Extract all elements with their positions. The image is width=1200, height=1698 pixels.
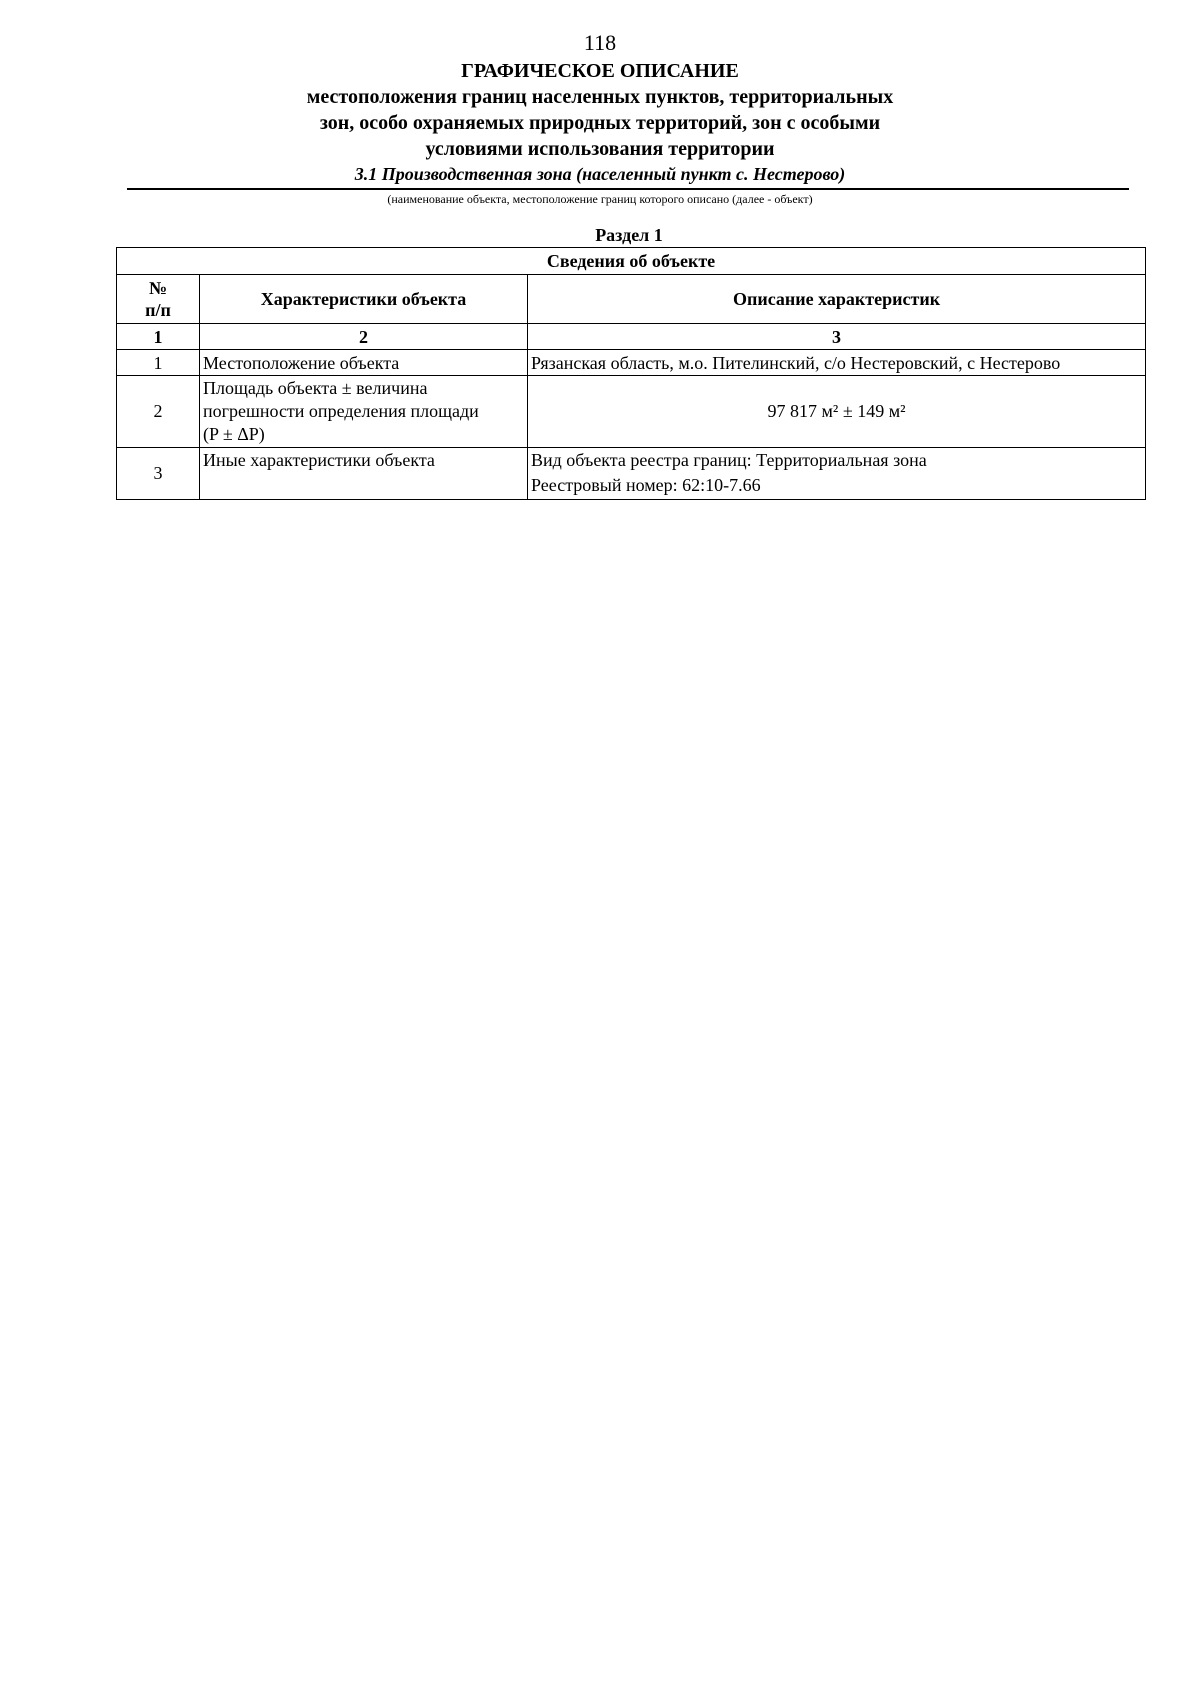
document-title: ГРАФИЧЕСКОЕ ОПИСАНИЕ [461,60,739,82]
row-3-description-line-1: Вид объекта реестра границ: Территориальная зона [531,450,927,470]
title-block [0,58,1200,186]
row-2-description: 97 817 м² ± 149 м² [528,376,1146,448]
row-3-num: 3 [117,448,200,500]
header-num [117,275,200,324]
section-title: Раздел 1 [595,225,663,245]
column-number-row [117,324,1146,350]
header-num-line-1: № [148,278,168,298]
object-caption: (наименование объекта, местоположение границ которого описано (далее - объект) [387,192,813,206]
header-num-line-2: п/п [145,300,171,320]
table-row [117,350,1146,376]
row-1-characteristic: Местоположение объекта [200,350,528,376]
column-number-2: 2 [200,324,528,350]
document-subtitle-line-2: зон, особо охраняемых природных территорий, зон с особыми [319,112,881,134]
document-subtitle-line-1: местоположения границ населенных пунктов, территориальных [306,86,894,108]
object-info-table [116,247,1146,500]
column-number-1: 1 [117,324,200,350]
page-number: 118 [583,30,617,55]
row-1-description: Рязанская область, м.о. Пителинский, с/о Нестеровский, с Нестерово [528,350,1146,376]
row-3-description [528,448,1146,500]
row-1-num: 1 [117,350,200,376]
row-2-characteristic-line-3: (P ± ΔP) [203,424,265,444]
table-header-row [117,275,1146,324]
row-3-description-line-2: Реестровый номер: 62:10-7.66 [531,475,761,495]
table-row [117,376,1146,448]
row-3-characteristic: Иные характеристики объекта [200,448,528,500]
row-2-characteristic-line-2: погрешности определения площади [203,401,479,421]
header-characteristics: Характеристики объекта [200,275,528,324]
column-number-3: 3 [528,324,1146,350]
document-subtitle-line-3: условиями использования территории [425,138,775,160]
table-caption: Сведения об объекте [117,248,1146,275]
header-description: Описание характеристик [528,275,1146,324]
object-name-underline [127,188,1129,190]
object-name: 3.1 Производственная зона (населенный пункт с. Нестерово) [354,164,846,184]
row-2-characteristic-line-1: Площадь объекта ± величина [203,378,428,398]
row-2-characteristic [200,376,528,448]
row-2-num: 2 [117,376,200,448]
table-row [117,448,1146,500]
table-caption-row [117,248,1146,275]
